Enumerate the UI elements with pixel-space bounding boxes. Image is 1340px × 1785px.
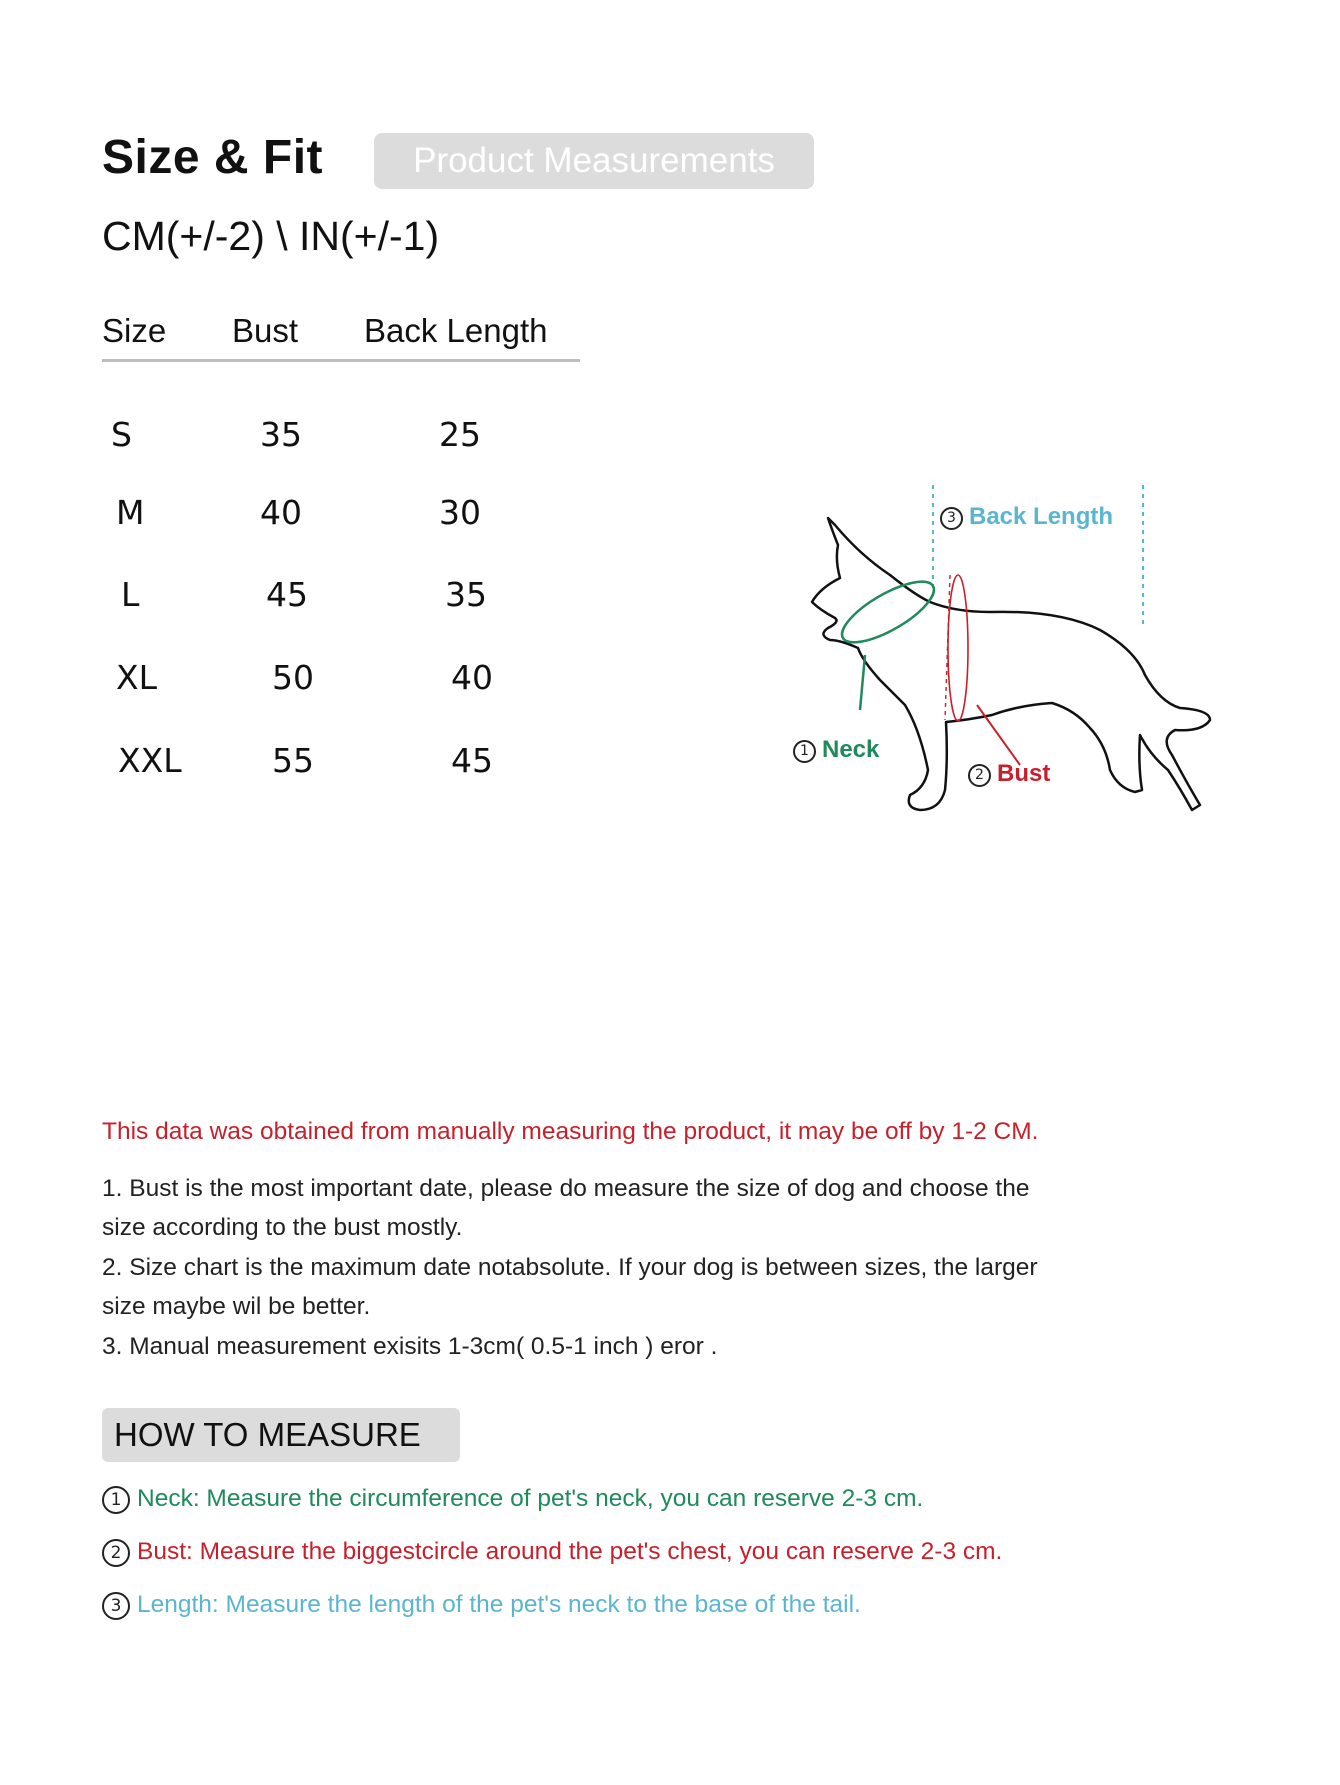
cell-size: XXL (118, 741, 182, 780)
note-3: 3. Manual measurement exisits 1-3cm( 0.5-1 inch ) eror . (102, 1333, 718, 1360)
measurement-warning: This data was obtained from manually measuring the product, it may be off by 1-2 CM. (102, 1118, 1039, 1145)
page-title: Size & Fit (102, 131, 324, 184)
cell-size: XL (116, 658, 157, 697)
diagram-label-neck: 1 Neck (793, 736, 879, 764)
cell-back-length: 40 (451, 658, 493, 697)
column-header-size: Size (102, 312, 167, 349)
cell-back-length: 25 (439, 415, 481, 454)
diagram-label-bust: 2 Bust (968, 760, 1050, 788)
cell-bust: 45 (266, 575, 308, 614)
header-divider (102, 359, 580, 362)
circled-number-1-icon: 1 (102, 1486, 130, 1514)
dog-measurement-diagram (740, 470, 1220, 830)
note-2-line-1: 2. Size chart is the maximum date notabsolute. If your dog is between sizes, the larger (102, 1254, 1038, 1281)
circled-number-3-icon: 3 (102, 1592, 130, 1620)
product-measurements-badge: Product Measurements (374, 133, 814, 189)
cell-bust: 40 (260, 493, 302, 532)
note-1-line-1: 1. Bust is the most important date, please do measure the size of dog and choose the (102, 1175, 1030, 1202)
note-2-line-2: size maybe wil be better. (102, 1293, 371, 1320)
step-length: 3 Length: Measure the length of the pet's neck to the base of the tail. (102, 1591, 861, 1620)
cell-size: L (121, 575, 140, 614)
column-header-back-length: Back Length (364, 312, 548, 349)
cell-bust: 55 (272, 741, 314, 780)
cell-back-length: 45 (451, 741, 493, 780)
how-to-measure-heading: HOW TO MEASURE (102, 1408, 460, 1462)
cell-size: M (116, 493, 145, 532)
step-neck: 1 Neck: Measure the circumference of pet's neck, you can reserve 2-3 cm. (102, 1485, 923, 1514)
step-bust: 2 Bust: Measure the biggestcircle around the pet's chest, you can reserve 2-3 cm. (102, 1538, 1002, 1567)
cell-size: S (111, 415, 132, 454)
note-1-line-2: size according to the bust mostly. (102, 1214, 463, 1241)
cell-back-length: 35 (445, 575, 487, 614)
column-header-bust: Bust (232, 312, 299, 349)
units-tolerance: CM(+/-2) \ IN(+/-1) (102, 213, 440, 259)
cell-back-length: 30 (439, 493, 481, 532)
cell-bust: 35 (260, 415, 302, 454)
circled-number-2-icon: 2 (102, 1539, 130, 1567)
cell-bust: 50 (272, 658, 314, 697)
diagram-label-back-length: 3 Back Length (940, 503, 1113, 531)
